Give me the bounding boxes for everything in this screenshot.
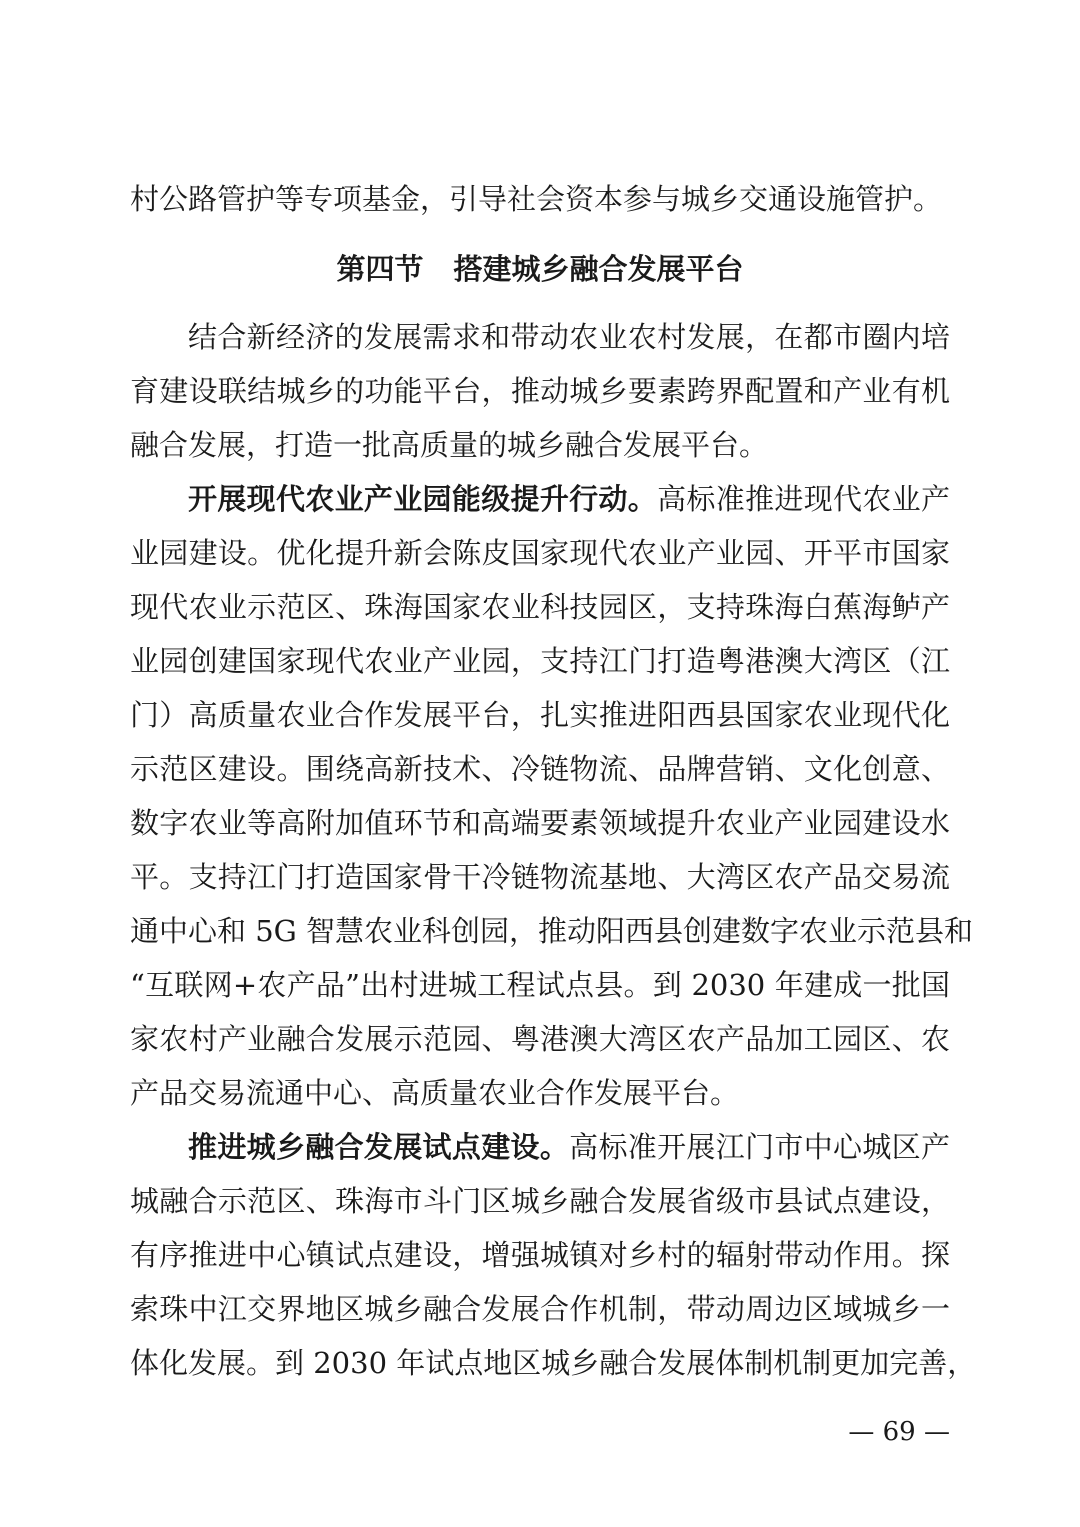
paragraph-line: 家农村产业融合发展示范园、粤港澳大湾区农产品加工园区、农: [130, 1022, 950, 1056]
paragraph-line: 有序推进中心镇试点建设，增强城镇对乡村的辐射带动作用。探: [130, 1238, 950, 1272]
paragraph-line: 产品交易流通中心、高质量农业合作发展平台。: [130, 1076, 740, 1110]
paragraph-text: 高标准开展江门市中心城区产: [569, 1130, 950, 1164]
paragraph-line: 体化发展。到 2030 年试点地区城乡融合发展体制机制更加完善，: [130, 1346, 977, 1380]
section-title: 搭建城乡融合发展平台: [453, 252, 744, 286]
paragraph-line: 业园建设。优化提升新会陈皮国家现代农业产业园、开平市国家: [130, 536, 950, 570]
paragraph-line: 业园创建国家现代农业产业园，支持江门打造粤港澳大湾区（江: [130, 644, 950, 678]
paragraph-line: 现代农业示范区、珠海国家农业科技园区，支持珠海白蕉海鲈产: [130, 590, 950, 624]
paragraph-line: 育建设联结城乡的功能平台，推动城乡要素跨界配置和产业有机: [130, 374, 950, 408]
section-number: 第四节: [336, 252, 424, 286]
paragraph-line: 结合新经济的发展需求和带动农业农村发展，在都市圈内培: [188, 320, 950, 354]
paragraph-line: [188, 1120, 950, 1174]
paragraph-line: 融合发展，打造一批高质量的城乡融合发展平台。: [130, 428, 769, 462]
paragraph-line: 示范区建设。围绕高新技术、冷链物流、品牌营销、文化创意、: [130, 752, 950, 786]
paragraph-line: 城融合示范区、珠海市斗门区城乡融合发展省级市县试点建设，: [130, 1184, 950, 1218]
paragraph-line: [188, 472, 950, 526]
paragraph-line: 村公路管护等专项基金，引导社会资本参与城乡交通设施管护。: [130, 182, 943, 216]
paragraph-text: 高标准推进现代农业产: [657, 482, 950, 516]
page-number: — 69 —: [848, 1417, 950, 1447]
paragraph-lead-bold: 推进城乡融合发展试点建设。: [188, 1130, 570, 1164]
paragraph-line: 数字农业等高附加值环节和高端要素领域提升农业产业园建设水: [130, 806, 950, 840]
section-heading: [0, 242, 1080, 296]
paragraph-line: 索珠中江交界地区城乡融合发展合作机制，带动周边区域城乡一: [130, 1292, 950, 1326]
paragraph-lead-bold: 开展现代农业产业园能级提升行动。: [188, 482, 658, 516]
paragraph-line: 平。支持江门打造国家骨干冷链物流基地、大湾区农产品交易流: [130, 860, 950, 894]
paragraph-line: 门）高质量农业合作发展平台，扎实推进阳西县国家农业现代化: [130, 698, 950, 732]
paragraph-line: 通中心和 5G 智慧农业科创园，推动阳西县创建数字农业示范县和: [130, 914, 974, 948]
paragraph-line: “互联网+农产品”出村进城工程试点县。到 2030 年建成一批国: [130, 968, 950, 1002]
